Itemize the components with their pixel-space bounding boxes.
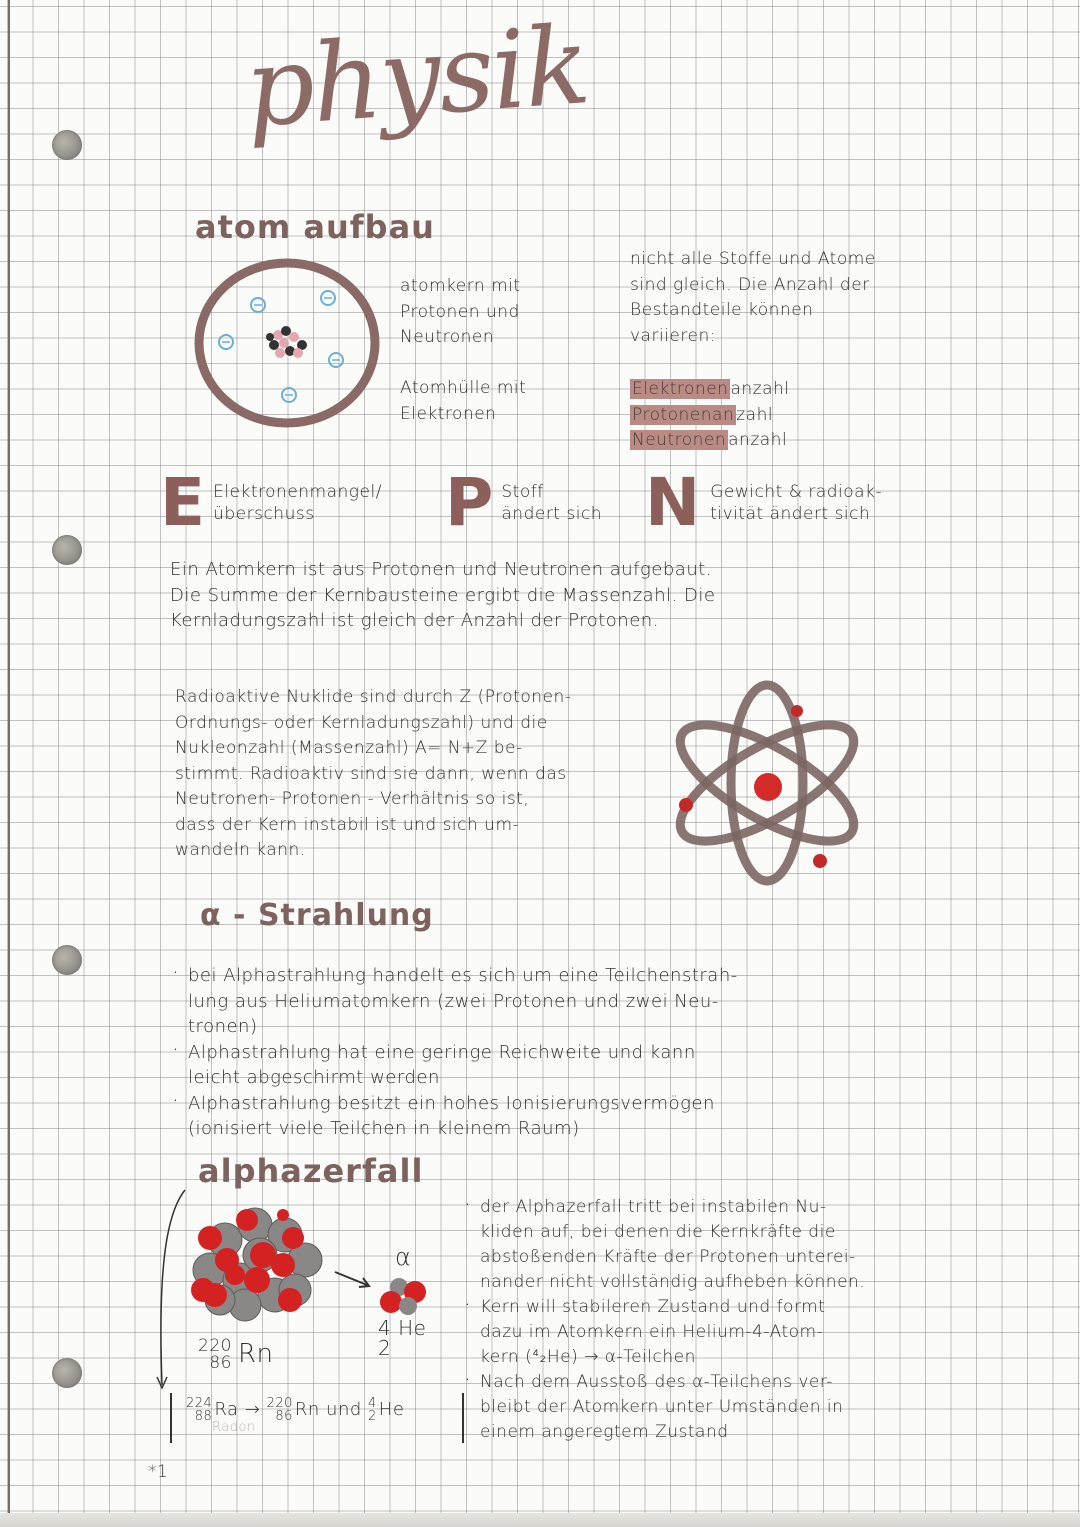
- shell-label: Atomhülle mit Elektronen: [400, 378, 527, 424]
- footer-mark: *1: [148, 1462, 169, 1482]
- variation-text: nicht alle Stoffe und Atome sind gleich. Die Anzahl der Bestandteile können variieren:: [630, 249, 876, 346]
- page-title: physik: [241, 3, 593, 152]
- section-heading-atom-aufbau: atom aufbau: [195, 208, 435, 246]
- count-item-electrons: Elektronen anzahl: [632, 379, 790, 399]
- emission-arrow-icon: [333, 1268, 373, 1290]
- radon-note: Radon: [212, 1420, 256, 1435]
- decay-equation: 224 88 Ra → 220 86 Rn und 4 2 He Radon: [170, 1393, 464, 1443]
- radioactive-paragraph: Radioaktive Nuklide sind durch Z (Protonen- Ordnungs- oder Kernladungszahl) und die Nukleonzahl (Massenzahl) A= N+Z be- stimmt. Radioaktiv sind sie dann, wenn das Neutronen- Protonen - Verhältnis so ist, dass der Kern instabil ist und sich um- wandeln kann.: [175, 687, 572, 860]
- helium-label: 4 He 2: [378, 1316, 427, 1360]
- atom-shell-diagram: [190, 255, 385, 430]
- curved-arrow-icon: [150, 1185, 190, 1395]
- alpha-symbol: α: [395, 1243, 412, 1271]
- nucleus-label: atomkern mit Protonen und Neutronen: [400, 276, 521, 347]
- bullet-item: · Alphastrahlung besitzt ein hohes Ionisierungsvermögen (ionisiert viele Teilchen in kleinem Raum): [170, 1091, 950, 1142]
- nucleus-paragraph: Ein Atomkern ist aus Protonen und Neutronen aufgebaut. Die Summe der Kernbausteine ergibt die Massenzahl. Die Kernladungszahl ist gleich der Anzahl der Protonen.: [170, 559, 716, 631]
- section-heading-alphazerfall: alphazerfall: [198, 1152, 424, 1190]
- margin-line: [8, 0, 10, 1527]
- alphazerfall-bullets: [462, 1195, 942, 1445]
- radon-label: 220 86 Rn: [198, 1336, 274, 1373]
- bullet-item: · der Alphazerfall tritt bei instabilen Nu- kliden auf, bei denen die Kernkräfte die abstoßenden Kräfte der Protonen unterei- nander nicht vollständig aufheben können.: [462, 1195, 942, 1295]
- bullet-item: · Nach dem Ausstoß des α-Teilchens ver- bleibt der Atomkern unter Umständen in einem angeregtem Zustand: [462, 1370, 942, 1445]
- nucleus-icon: [266, 326, 307, 358]
- bullet-item: · Alphastrahlung hat eine geringe Reichweite und kann leicht abgeschirmt werden: [170, 1040, 950, 1091]
- bullet-item: · Kern will stabileren Zustand und formt dazu im Atomkern ein Helium-4-Atom- kern (⁴₂He) → α-Teilchen: [462, 1295, 942, 1370]
- section-heading-alpha-strahlung: α - Strahlung: [200, 898, 434, 933]
- radon-nucleus-icon: [185, 1200, 330, 1325]
- epn-neutron: N Gewicht & radioak- tivität ändert sich: [645, 464, 883, 541]
- alpha-strahlung-bullets: [170, 963, 950, 1142]
- count-list: [630, 377, 790, 454]
- count-item-protons: Protonenan zahl: [632, 404, 774, 425]
- epn-proton: P Stoff ändert sich: [445, 464, 603, 541]
- epn-electron: E Elektronenmangel/ überschuss: [160, 464, 382, 541]
- bullet-item: · bei Alphastrahlung handelt es sich um eine Teilchenstrah- lung aus Heliumatomkern (zwei Protonen und zwei Neu- tronen): [170, 963, 950, 1040]
- count-item-neutrons: Neutronen anzahl: [632, 430, 788, 450]
- punch-hole: [52, 535, 82, 565]
- atom-orbit-icon: [662, 675, 872, 890]
- punch-hole: [52, 130, 82, 160]
- punch-hole: [52, 945, 82, 975]
- punch-hole: [52, 1358, 82, 1388]
- page-edge: [0, 1513, 1080, 1527]
- alpha-particle-icon: [375, 1272, 435, 1322]
